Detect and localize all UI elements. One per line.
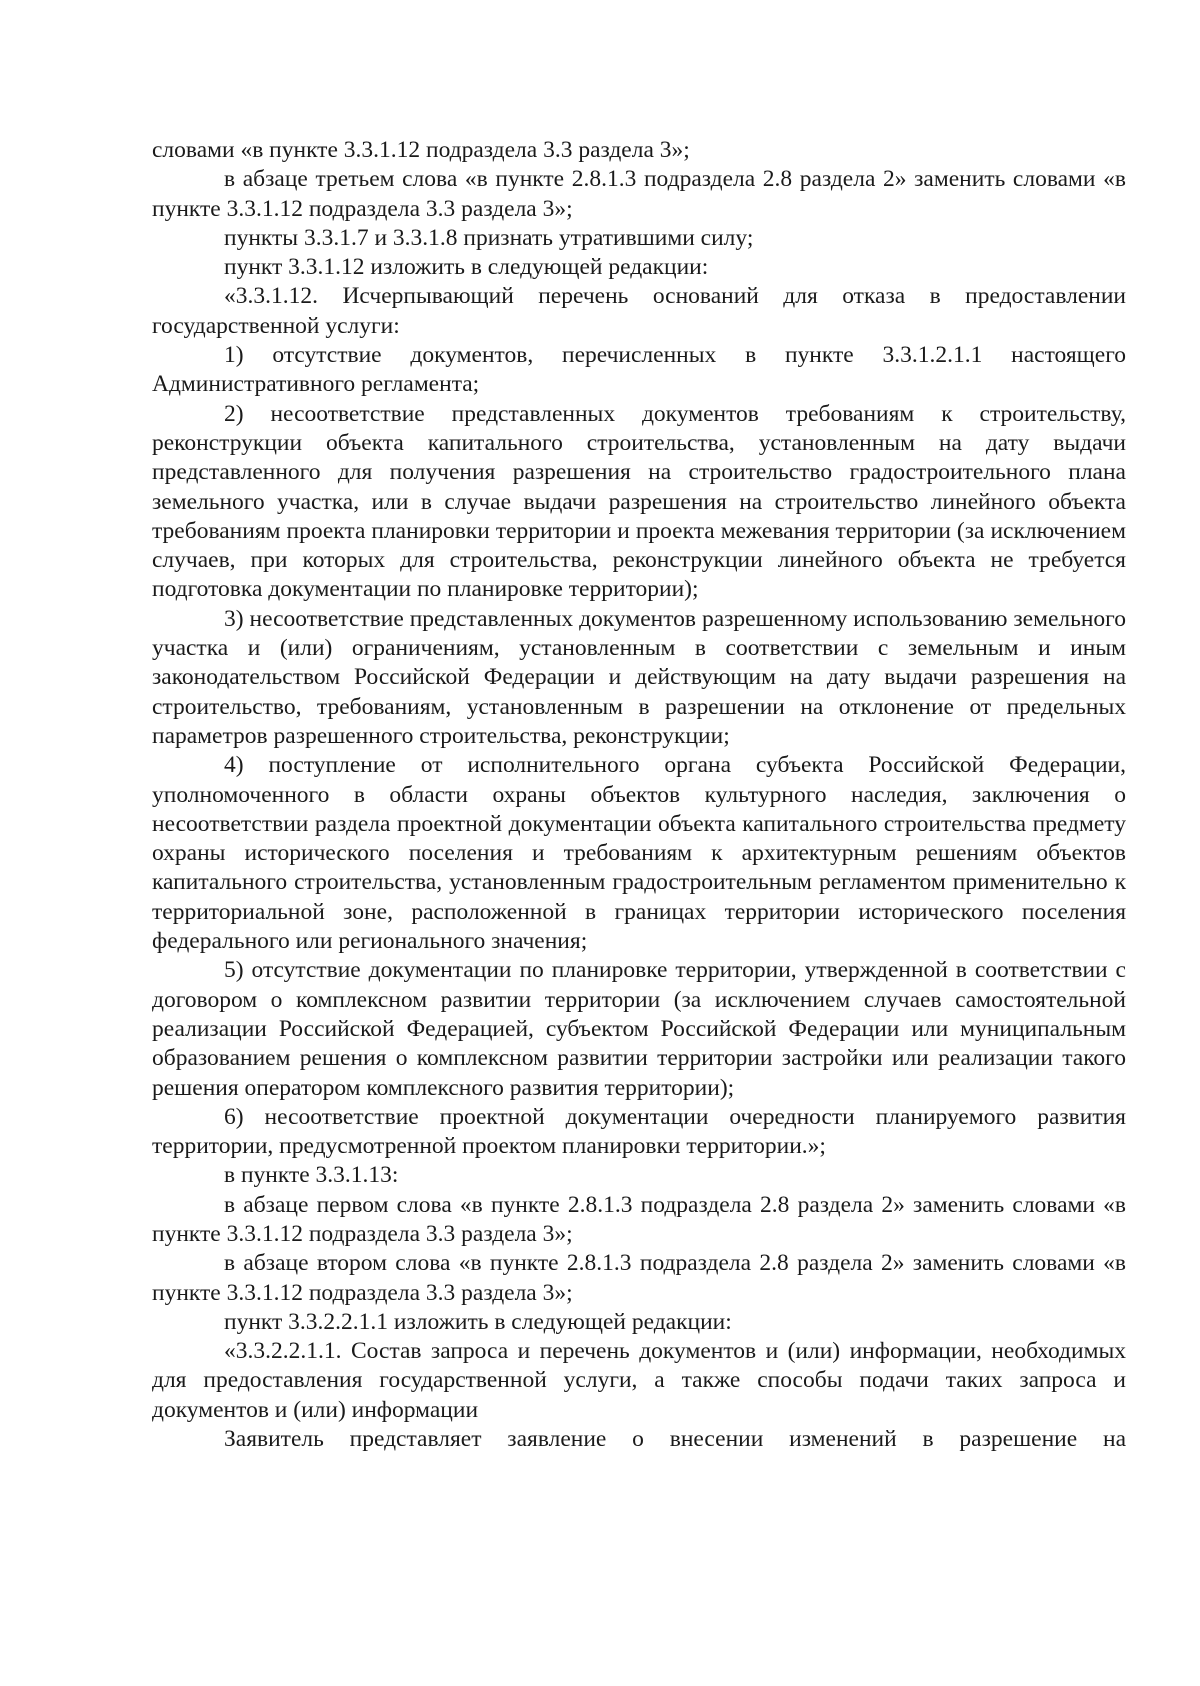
paragraph: в абзаце первом слова «в пункте 2.8.1.3 подраздела 2.8 раздела 2» заменить словами «в пункте 3.3.1.12 подраздела 3.3 раздела 3»; [152, 1191, 1126, 1247]
paragraph: пункт 3.3.1.12 изложить в следующей редакции: [224, 254, 709, 281]
paragraph: «3.3.1.12. Исчерпывающий перечень оснований для отказа в предоставлении государственной услуги: [152, 283, 1126, 339]
paragraph: 6) несоответствие проектной документации очередности планируемого развития территории, предусмотренной проектом планировки территории.»; [152, 1103, 1126, 1160]
paragraph: в абзаце втором слова «в пункте 2.8.1.3 подраздела 2.8 раздела 2» заменить словами «в пункте 3.3.1.12 подраздела 3.3 раздела 3»; [152, 1250, 1126, 1306]
paragraph: 3) несоответствие представленных документов разрешенному использованию земельного участка и (или) ограничениям, установленным в соответствии с земельным и иным законодательством Российской Федерации и действующим на дату выдачи разрешения на строительство, требованиям, установленным в разрешении на отклонение от предельных параметров разрешенного строительства, реконструкции; [152, 605, 1126, 749]
paragraph: 1) отсутствие документов, перечисленных в пункте 3.3.1.2.1.1 настоящего Административного регламента; [152, 342, 1126, 398]
paragraph: в абзаце третьем слова «в пункте 2.8.1.3 подраздела 2.8 раздела 2» заменить словами «в пункте 3.3.1.12 подраздела 3.3 раздела 3»; [152, 166, 1126, 222]
paragraph: «3.3.2.2.1.1. Состав запроса и перечень документов и (или) информации, необходимых для предоставления государственной услуги, а также способы подачи таких запроса и документов и (или) информации [152, 1338, 1126, 1423]
paragraph: 5) отсутствие документации по планировке территории, утвержденной в соответствии с договором о комплексном развитии территории (за исключением случаев самостоятельной реализации Российской Федерацией, субъектом Российской Федерации или муниципальным образованием решения о комплексном развитии территории застройки или реализации такого решения оператором комплексного развития территории); [152, 957, 1126, 1101]
paragraph: Заявитель представляет заявление о внесении изменений в разрешение на [224, 1426, 1126, 1453]
paragraph: 4) поступление от исполнительного органа субъекта Российской Федерации, уполномоченного в области охраны объектов культурного наследия, заключения о несоответствии раздела проектной документации объекта капитального строительства предмету охраны исторического поселения и требованиям к архитектурным решениям объектов капитального строительства, установленным градостроительным регламентом применительно к территориальной зоне, расположенной в границах территории исторического поселения федерального или регионального значения; [152, 752, 1126, 955]
paragraph: 2) несоответствие представленных документов требованиям к строительству, реконструкции объекта капитального строительства, установленным на дату выдачи представленного для получения разрешения на строительство градостроительного плана земельного участка, или в случае выдачи разрешения на строительство линейного объекта требованиям проекта планировки территории и проекта межевания территории (за исключением случаев, при которых для строительства, реконструкции линейного объекта не требуется подготовка документации по планировке территории); [152, 400, 1126, 603]
paragraph: словами «в пункте 3.3.1.12 подраздела 3.3 раздела 3»; [152, 137, 690, 163]
paragraph: пункты 3.3.1.7 и 3.3.1.8 признать утратившими силу; [224, 224, 754, 251]
paragraph: пункт 3.3.2.2.1.1 изложить в следующей редакции: [224, 1308, 732, 1335]
document-body [152, 136, 1126, 1454]
paragraph: в пункте 3.3.1.13: [224, 1162, 399, 1189]
